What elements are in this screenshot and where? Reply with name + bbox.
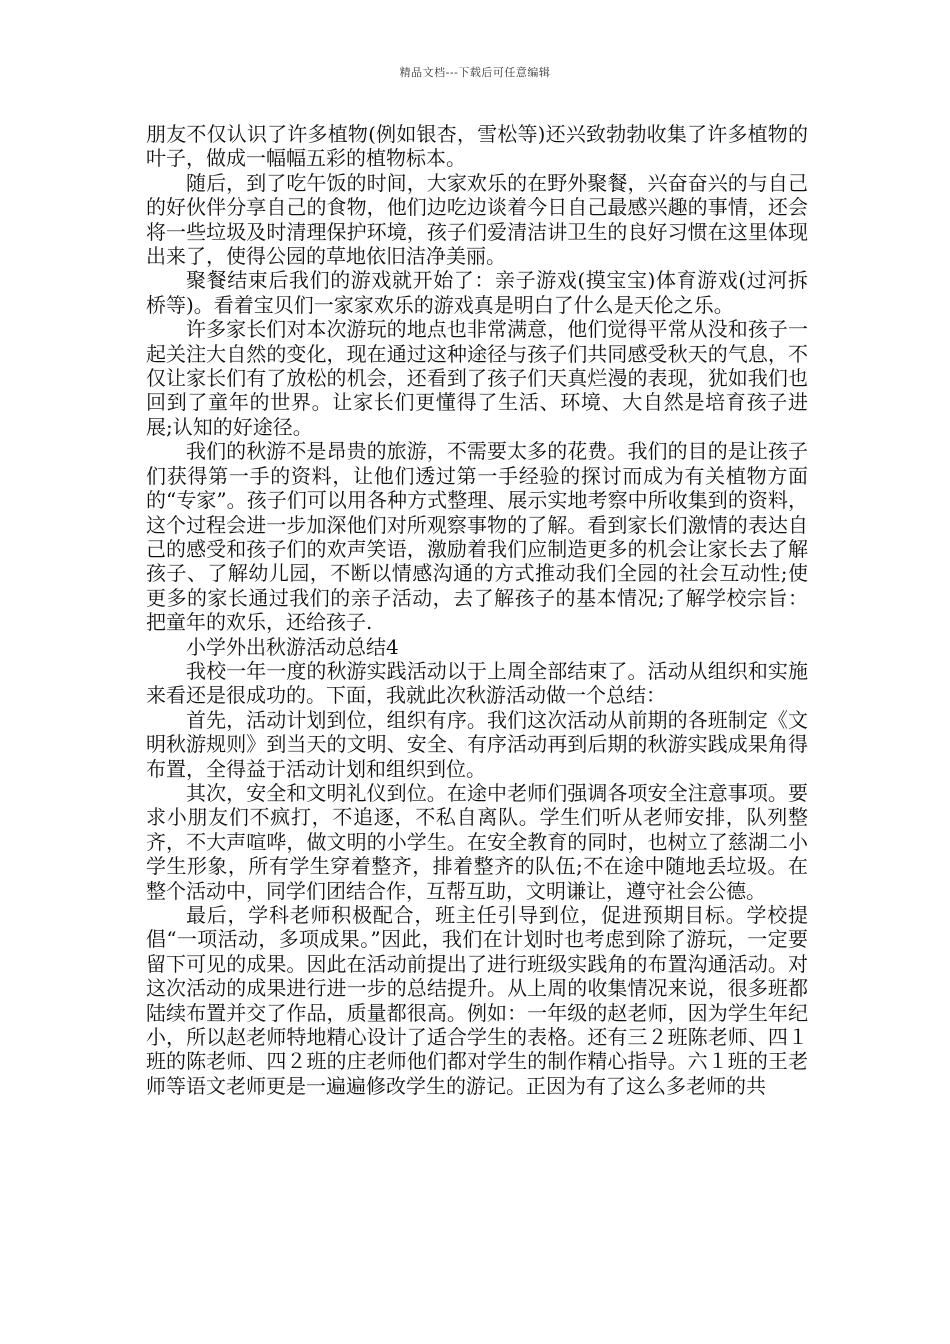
paragraph-4: 许多家长们对本次游玩的地点也非常满意，他们觉得平常从没和孩子一起关注大自然的变化，现在通过这种途径与孩子们共同感受秋天的气息，不仅让家长们有了放松的机会，还看到了孩子们天真烂漫的表现，犹如我们也回到了童年的世界。让家长们更懂得了生活、环境、大自然是培育孩子进展;认知的好途径。 bbox=[146, 317, 808, 439]
paragraph-6: 我校一年一度的秋游实践活动以于上周全部结束了。活动从组织和实施来看还是很成功的。下面，我就此次秋游活动做一个总结： bbox=[146, 658, 808, 708]
document-body bbox=[146, 122, 808, 1098]
paragraph-7: 首先，活动计划到位，组织有序。我们这次活动从前期的各班制定《文明秋游规则》到当天的文明、安全、有序活动再到后期的秋游实践成果角得布置，全得益于活动计划和组织到位。 bbox=[146, 707, 808, 781]
paragraph-1: 朋友不仅认识了许多植物(例如银杏，雪松等)还兴致勃勃收集了许多植物的叶子，做成一幅幅五彩的植物标本。 bbox=[146, 122, 808, 171]
section-heading: 小学外出秋游活动总结4 bbox=[186, 634, 399, 659]
page-header: 精品文档---下载后可任意编辑 bbox=[399, 66, 551, 79]
paragraph-5: 我们的秋游不是昂贵的旅游，不需要太多的花费。我们的目的是让孩子们获得第一手的资料，让他们透过第一手经验的探讨而成为有关植物方面的“专家”。孩子们可以用各种方式整理、展示实地考察中所收集到的资料，这个过程会进一步加深他们对所观察事物的了解。看到家长们激情的表达自己的感受和孩子们的欢声笑语，激励着我们应制造更多的机会让家长去了解孩子、了解幼儿园，不断以情感沟通的方式推动我们全园的社会互动性;使更多的家长通过我们的亲子活动，去了解孩子的基本情况;了解学校宗旨：把童年的欢乐，还给孩子. bbox=[146, 439, 808, 635]
paragraph-3: 聚餐结束后我们的游戏就开始了：亲子游戏(摸宝宝)体育游戏(过河拆桥等)。看着宝贝们一家家欢乐的游戏真是明白了什么是天伦之乐。 bbox=[146, 268, 808, 317]
paragraph-2: 随后，到了吃午饭的时间，大家欢乐的在野外聚餐，兴奋奋兴的与自己的好伙伴分享自己的食物，他们边吃边谈着今日自己最感兴趣的事情，还会将一些垃圾及时清理保护环境，孩子们爱清洁讲卫生的良好习惯在这里体现出来了，使得公园的草地依旧洁净美丽。 bbox=[146, 170, 808, 269]
paragraph-8: 其次，安全和文明礼仪到位。在途中老师们强调各项安全注意事项。要求小朋友们不疯打，不追逐，不私自离队。学生们听从老师安排，队列整齐，不大声喧哗，做文明的小学生。在安全教育的同时，也树立了慈湖二小学生形象，所有学生穿着整齐，排着整齐的队伍;不在途中随地丢垃圾。在整个活动中，同学们团结合作，互帮互助，文明谦让，遵守社会公德。 bbox=[146, 780, 808, 903]
paragraph-9: 最后，学科老师积极配合，班主任引导到位，促进预期目标。学校提倡“一项活动，多项成果。”因此，我们在计划时也考虑到除了游玩，一定要留下可见的成果。因此在活动前提出了进行班级实践角的布置沟通活动。对这次活动的成果进行进一步的总结提升。从上周的收集情况来说，很多班都陆续布置并交了作品，质量都很高。例如：一年级的赵老师，因为学生年纪小，所以赵老师特地精心设计了适合学生的表格。还有三２班陈老师、四１班的陈老师、四２班的庄老师他们都对学生的制作精心指导。六１班的王老师等语文老师更是一遍遍修改学生的游记。正因为有了这么多老师的共 bbox=[146, 903, 808, 1098]
